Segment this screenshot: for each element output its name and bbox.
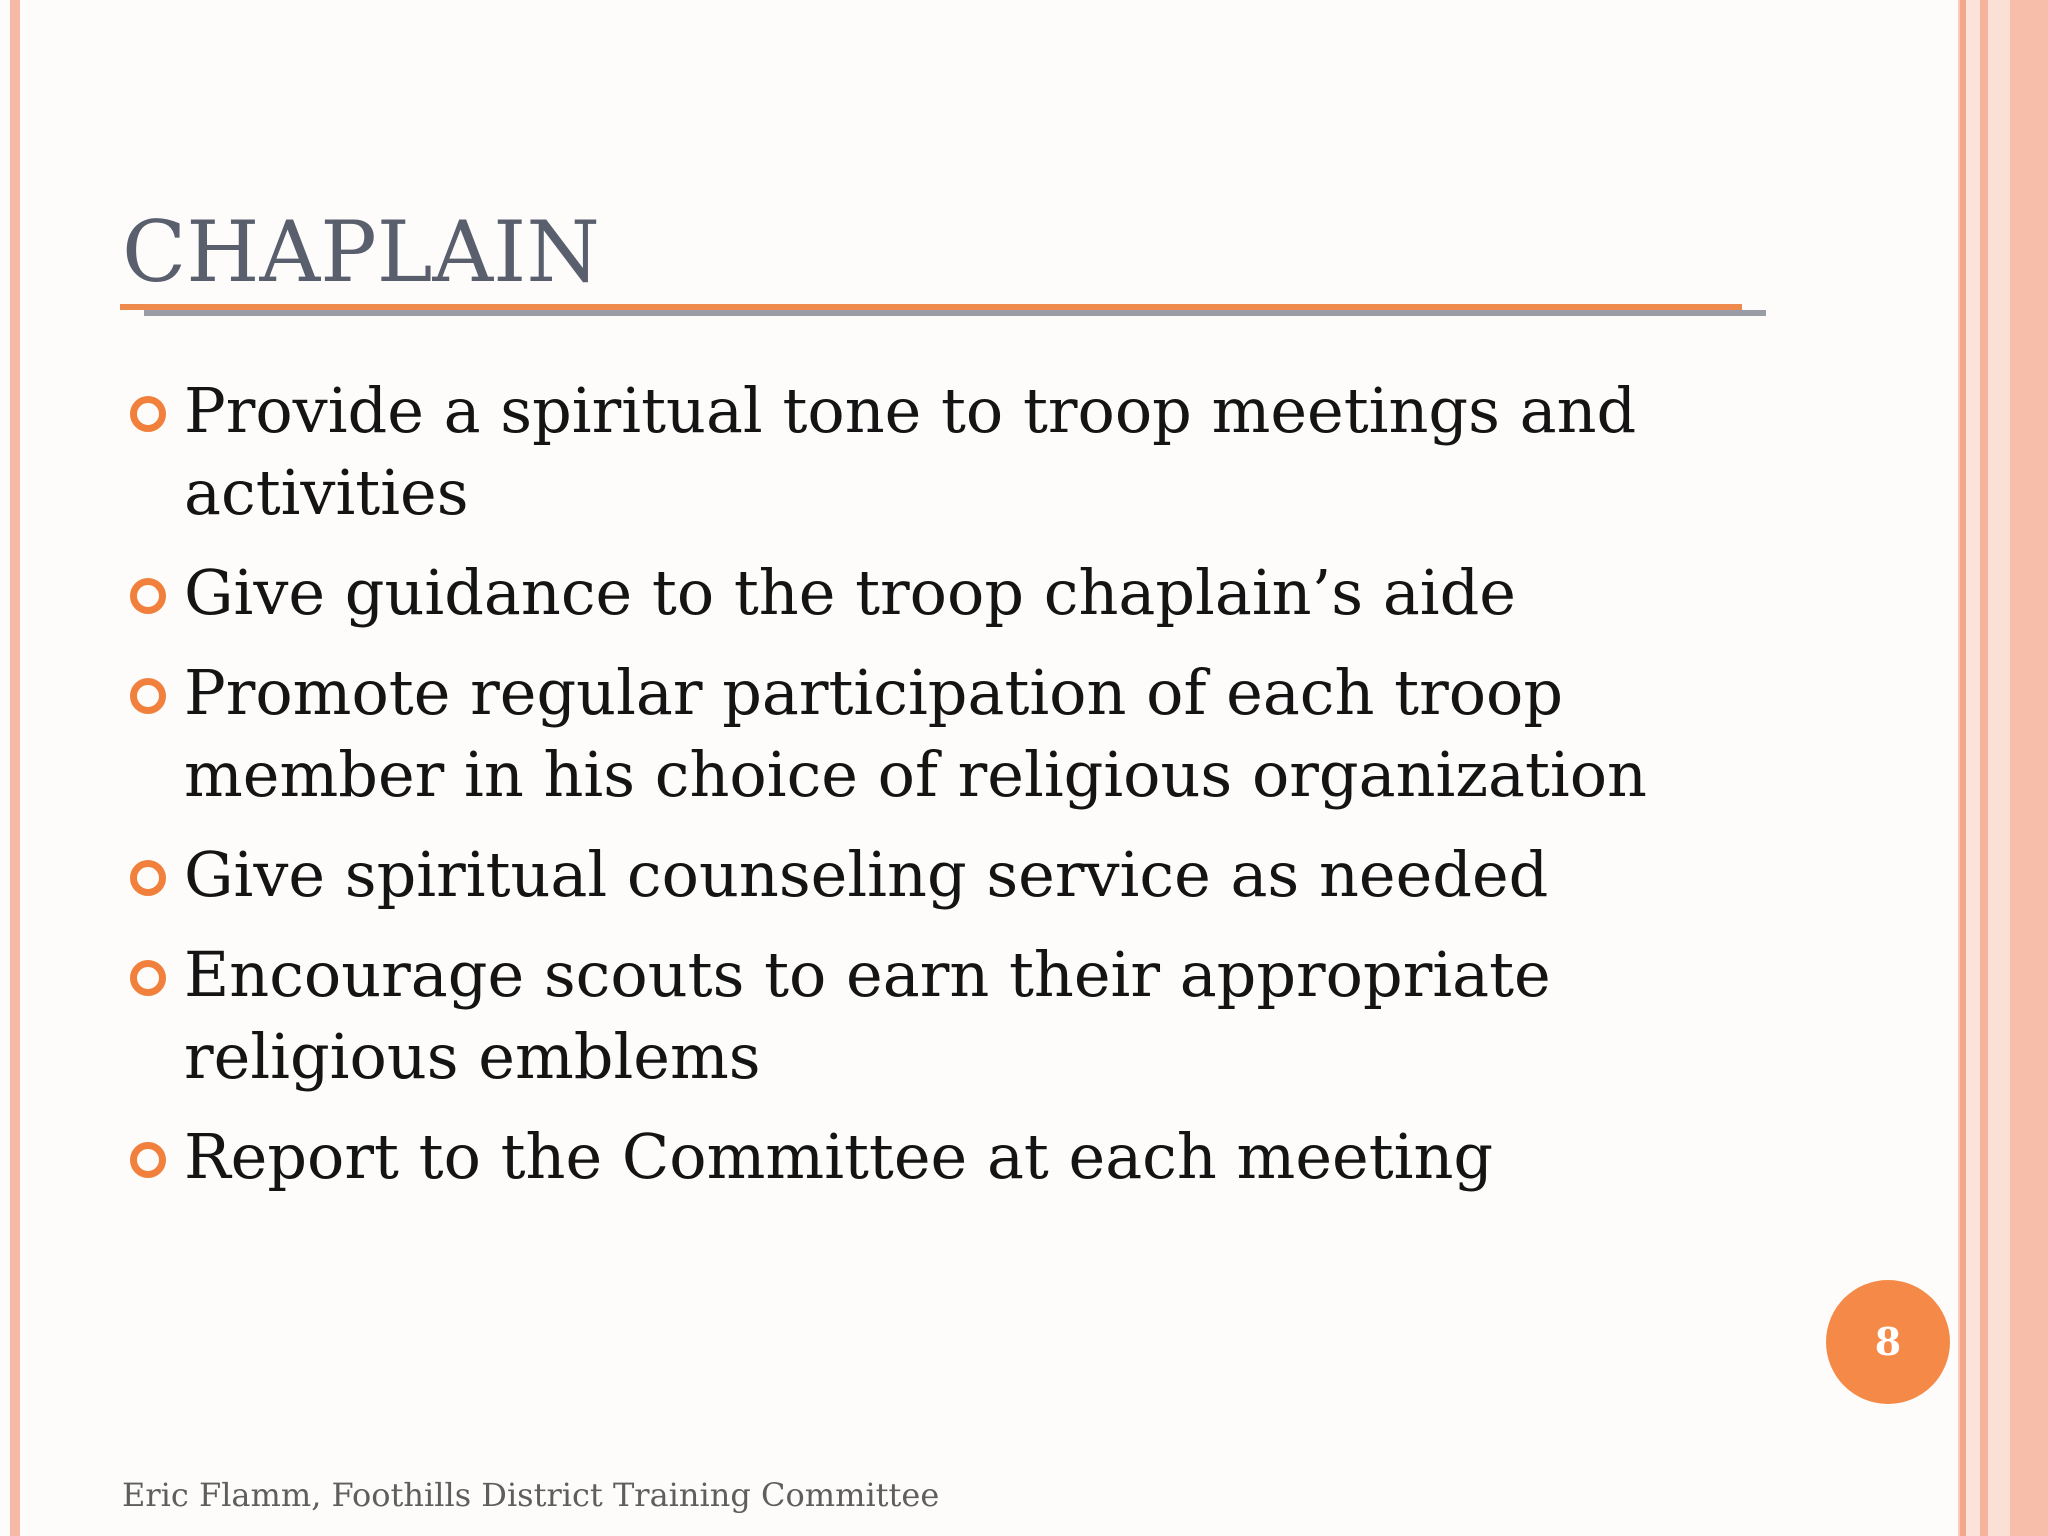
right-border-gap	[1988, 0, 2010, 1536]
right-border-line	[1980, 0, 1988, 1536]
bullet-text: Provide a spiritual tone to troop meetings and activities	[184, 374, 1637, 529]
bullet-text: Give guidance to the troop chaplain’s aide	[184, 556, 1517, 629]
right-border-gap	[1966, 0, 1980, 1536]
ring-bullet-icon	[130, 960, 166, 996]
bullet-item	[130, 652, 1690, 816]
ring-bullet-icon	[130, 396, 166, 432]
title-underline-shadow	[144, 310, 1766, 316]
bullet-item	[130, 370, 1690, 534]
right-border-line	[2010, 0, 2048, 1536]
title-underline	[120, 304, 1742, 310]
ring-bullet-icon	[130, 860, 166, 896]
ring-bullet-icon	[130, 1142, 166, 1178]
bullet-item	[130, 552, 1690, 634]
slide-title: CHAPLAIN	[122, 203, 600, 301]
ring-bullet-icon	[130, 578, 166, 614]
bullet-item	[130, 834, 1690, 916]
bullet-item	[130, 934, 1690, 1098]
bullet-text: Encourage scouts to earn their appropriate religious emblems	[184, 938, 1551, 1093]
bullet-text: Promote regular participation of each troop member in his choice of religious organization	[184, 656, 1647, 811]
bullet-item	[130, 1116, 1690, 1198]
bullet-text: Report to the Committee at each meeting	[184, 1120, 1494, 1193]
page-number-badge: 8	[1826, 1280, 1950, 1404]
bullet-text: Give spiritual counseling service as needed	[184, 838, 1549, 911]
bullet-list	[130, 370, 1690, 1216]
footer-credit: Eric Flamm, Foothills District Training Committee	[122, 1476, 940, 1514]
left-border-stripe	[10, 0, 20, 1536]
ring-bullet-icon	[130, 678, 166, 714]
